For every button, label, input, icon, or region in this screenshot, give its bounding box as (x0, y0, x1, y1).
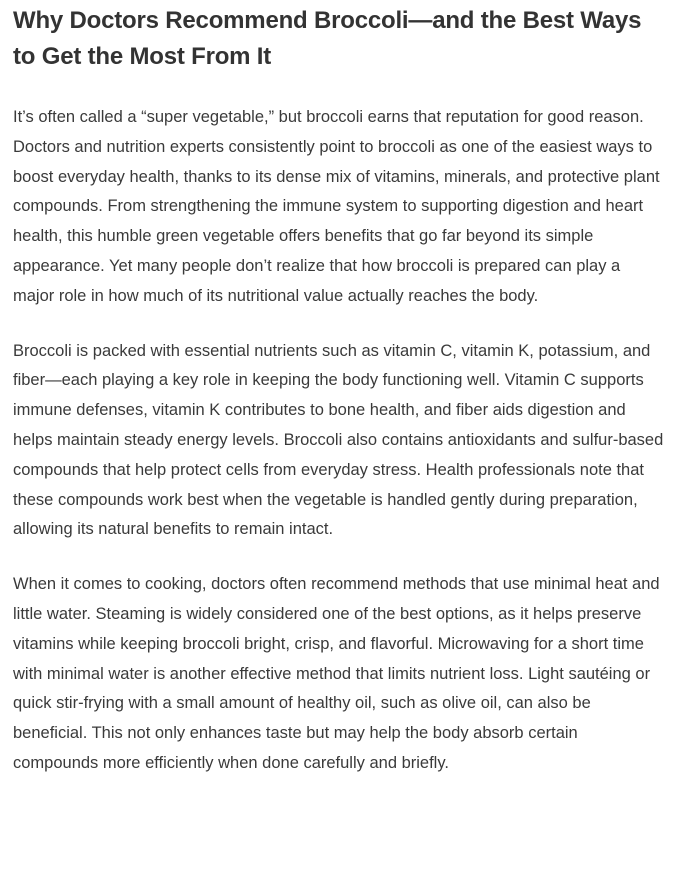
article-paragraph-cooking: When it comes to cooking, doctors often recommend methods that use minimal heat and little water. Steaming is widely considered one of the best options, as it helps preserve vitamins while keeping broccoli bright, crisp, and flavorful. Microwaving for a short time with minimal water is another effective method that limits nutrient loss. Light sautéing or quick stir-frying with a small amount of healthy oil, such as olive oil, can also be beneficial. This not only enhances taste but may help the body absorb certain compounds more efficiently when done carefully and briefly. (13, 575, 660, 772)
article-paragraph-nutrients: Broccoli is packed with essential nutrients such as vitamin C, vitamin K, potassium, and fiber—each playing a key role in keeping the body functioning well. Vitamin C supports immune defenses, vitamin K contributes to bone health, and fiber aids digestion and helps maintain steady energy levels. Broccoli also contains antioxidants and sulfur-based compounds that help protect cells from everyday stress. Health professionals note that these compounds work best when the vegetable is handled gently during preparation, allowing its natural benefits to remain intact. (13, 341, 664, 539)
article-paragraph-intro: It’s often called a “super vegetable,” but broccoli earns that reputation for good reason. Doctors and nutrition experts consistently point to broccoli as one of the easiest ways to boost everyday health, thanks to its dense mix of vitamins, minerals, and protective plant compounds. From strengthening the immune system to supporting digestion and heart health, this humble green vegetable offers benefits that go far beyond its simple appearance. Yet many people don’t realize that how broccoli is prepared can play a major role in how much of its nutritional value actually reaches the body. (13, 108, 660, 305)
article (13, 0, 665, 779)
article-title: Why Doctors Recommend Broccoli—and the Best Ways to Get the Most From It (13, 7, 642, 70)
